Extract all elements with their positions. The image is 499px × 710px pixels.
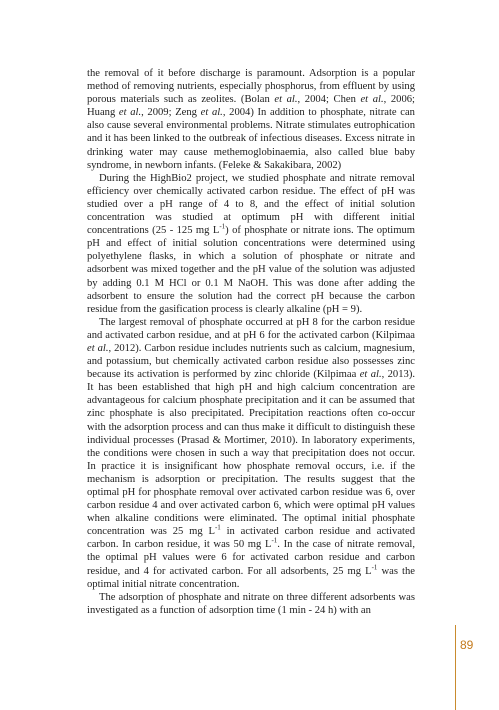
text-run: the removal of it before discharge is paramount. Adsorption is a popular method of removing nutrients, especially phosphorus, from effluent by using porous materials such as zeolites. (Bolan	[87, 68, 415, 106]
page-number-rule	[455, 625, 456, 710]
paragraph-4	[87, 591, 415, 617]
superscript: -1	[214, 523, 221, 532]
italic-run: et al.	[200, 107, 223, 119]
superscript: -1	[219, 222, 226, 231]
text-run: in activated carbon residue and activated carbon. In carbon residue, it was 50 mg L	[87, 526, 415, 551]
paragraph-2	[87, 172, 415, 316]
paragraph-3	[87, 316, 415, 591]
text-run: ) of phosphate or nitrate ions. The optimum pH and effect of initial solution concentrations were determined using polyethylene flasks, in which a solution of phosphate or nitrate and adsorbent was mixed together and the pH value of the solution was adjusted by adding 0.1 M HCl or 0.1 M NaOH. This was done after adding the adsorbent to ensure the solution had the correct pH because the carbon residue from the gasification process is clearly alkaline (pH = 9).	[87, 225, 415, 315]
text-run: , 2006; Huang	[87, 94, 415, 119]
italic-run: et al.	[360, 94, 384, 106]
text-run: The adsorption of phosphate and nitrate on three different adsorbents was investigated as a function of adsorption time (1 min - 24 h) with an	[87, 591, 415, 616]
text-run: , 2004; Chen	[297, 94, 361, 106]
text-run: , 2004) In addition to phosphate, nitrate can also cause several environmental problems. Nitrate stimulates eutrophication and it has been linked to the outbreak of infectious diseases. Excess nitrate in drinking water may cause methemoglobinaemia, also called blue baby syndrome, in newborn infants. (Feleke & Sakakibara, 2002)	[87, 107, 415, 171]
superscript: -1	[371, 563, 378, 572]
text-run: During the HighBio2 project, we studied phosphate and nitrate removal efficiency over chemically activated carbon residue. The effect of pH was studied over a pH range of 4 to 8, and the effect of initial solution concentration was studied at optimum pH with different initial concentrations (25 - 125 mg L	[87, 172, 415, 237]
text-run: The largest removal of phosphate occurred at pH 8 for the carbon residue and activated carbon residue, and at pH 6 for the activated carbon (Kilpimaa	[87, 316, 415, 341]
superscript: -1	[271, 536, 278, 545]
italic-run: et al.	[359, 369, 382, 381]
text-run: . In the case of nitrate removal, the optimal pH values were 6 for activated carbon residue and carbon residue, and 4 for activated carbon. For all adsorbents, 25 mg L	[87, 539, 415, 577]
italic-run: et al.	[87, 342, 109, 354]
body-text	[87, 67, 415, 617]
text-run: , 2009; Zeng	[141, 107, 201, 119]
italic-run: et al.	[274, 94, 298, 106]
text-run: , 2012). Carbon residue includes nutrients such as calcium, magnesium, and potassium, but chemically activated carbon residue also possesses zinc because its activation is performed by zinc chloride (Kilpimaa	[87, 342, 415, 381]
text-run: was the optimal initial nitrate concentration.	[87, 565, 415, 590]
page-number: 89	[460, 638, 474, 652]
text-run: , 2013). It has been established that high pH and high calcium concentration are advantageous for calcium phosphate precipitation and it can be assumed that zinc phosphate is also precipitated. Precipitation reactions often co-occur with the adsorption process and can thus make it difficult to distinguish these individual processes (Prasad & Mortimer, 2010). In laboratory experiments, the conditions were chosen in such a way that precipitation does not occur. In practice it is insignificant how phosphate removal occurs, i.e. if the mechanism is adsorption or precipitation. The results suggest that the optimal pH for phosphate removal over activated carbon residue was 6, over carbon residue 4 and over activated carbon 6, which were optimal pH values when alkaline conditions were eliminated. The optimal initial phosphate concentration was 25 mg L	[87, 369, 415, 538]
paragraph-1	[87, 67, 415, 172]
italic-run: et al.	[118, 107, 142, 119]
